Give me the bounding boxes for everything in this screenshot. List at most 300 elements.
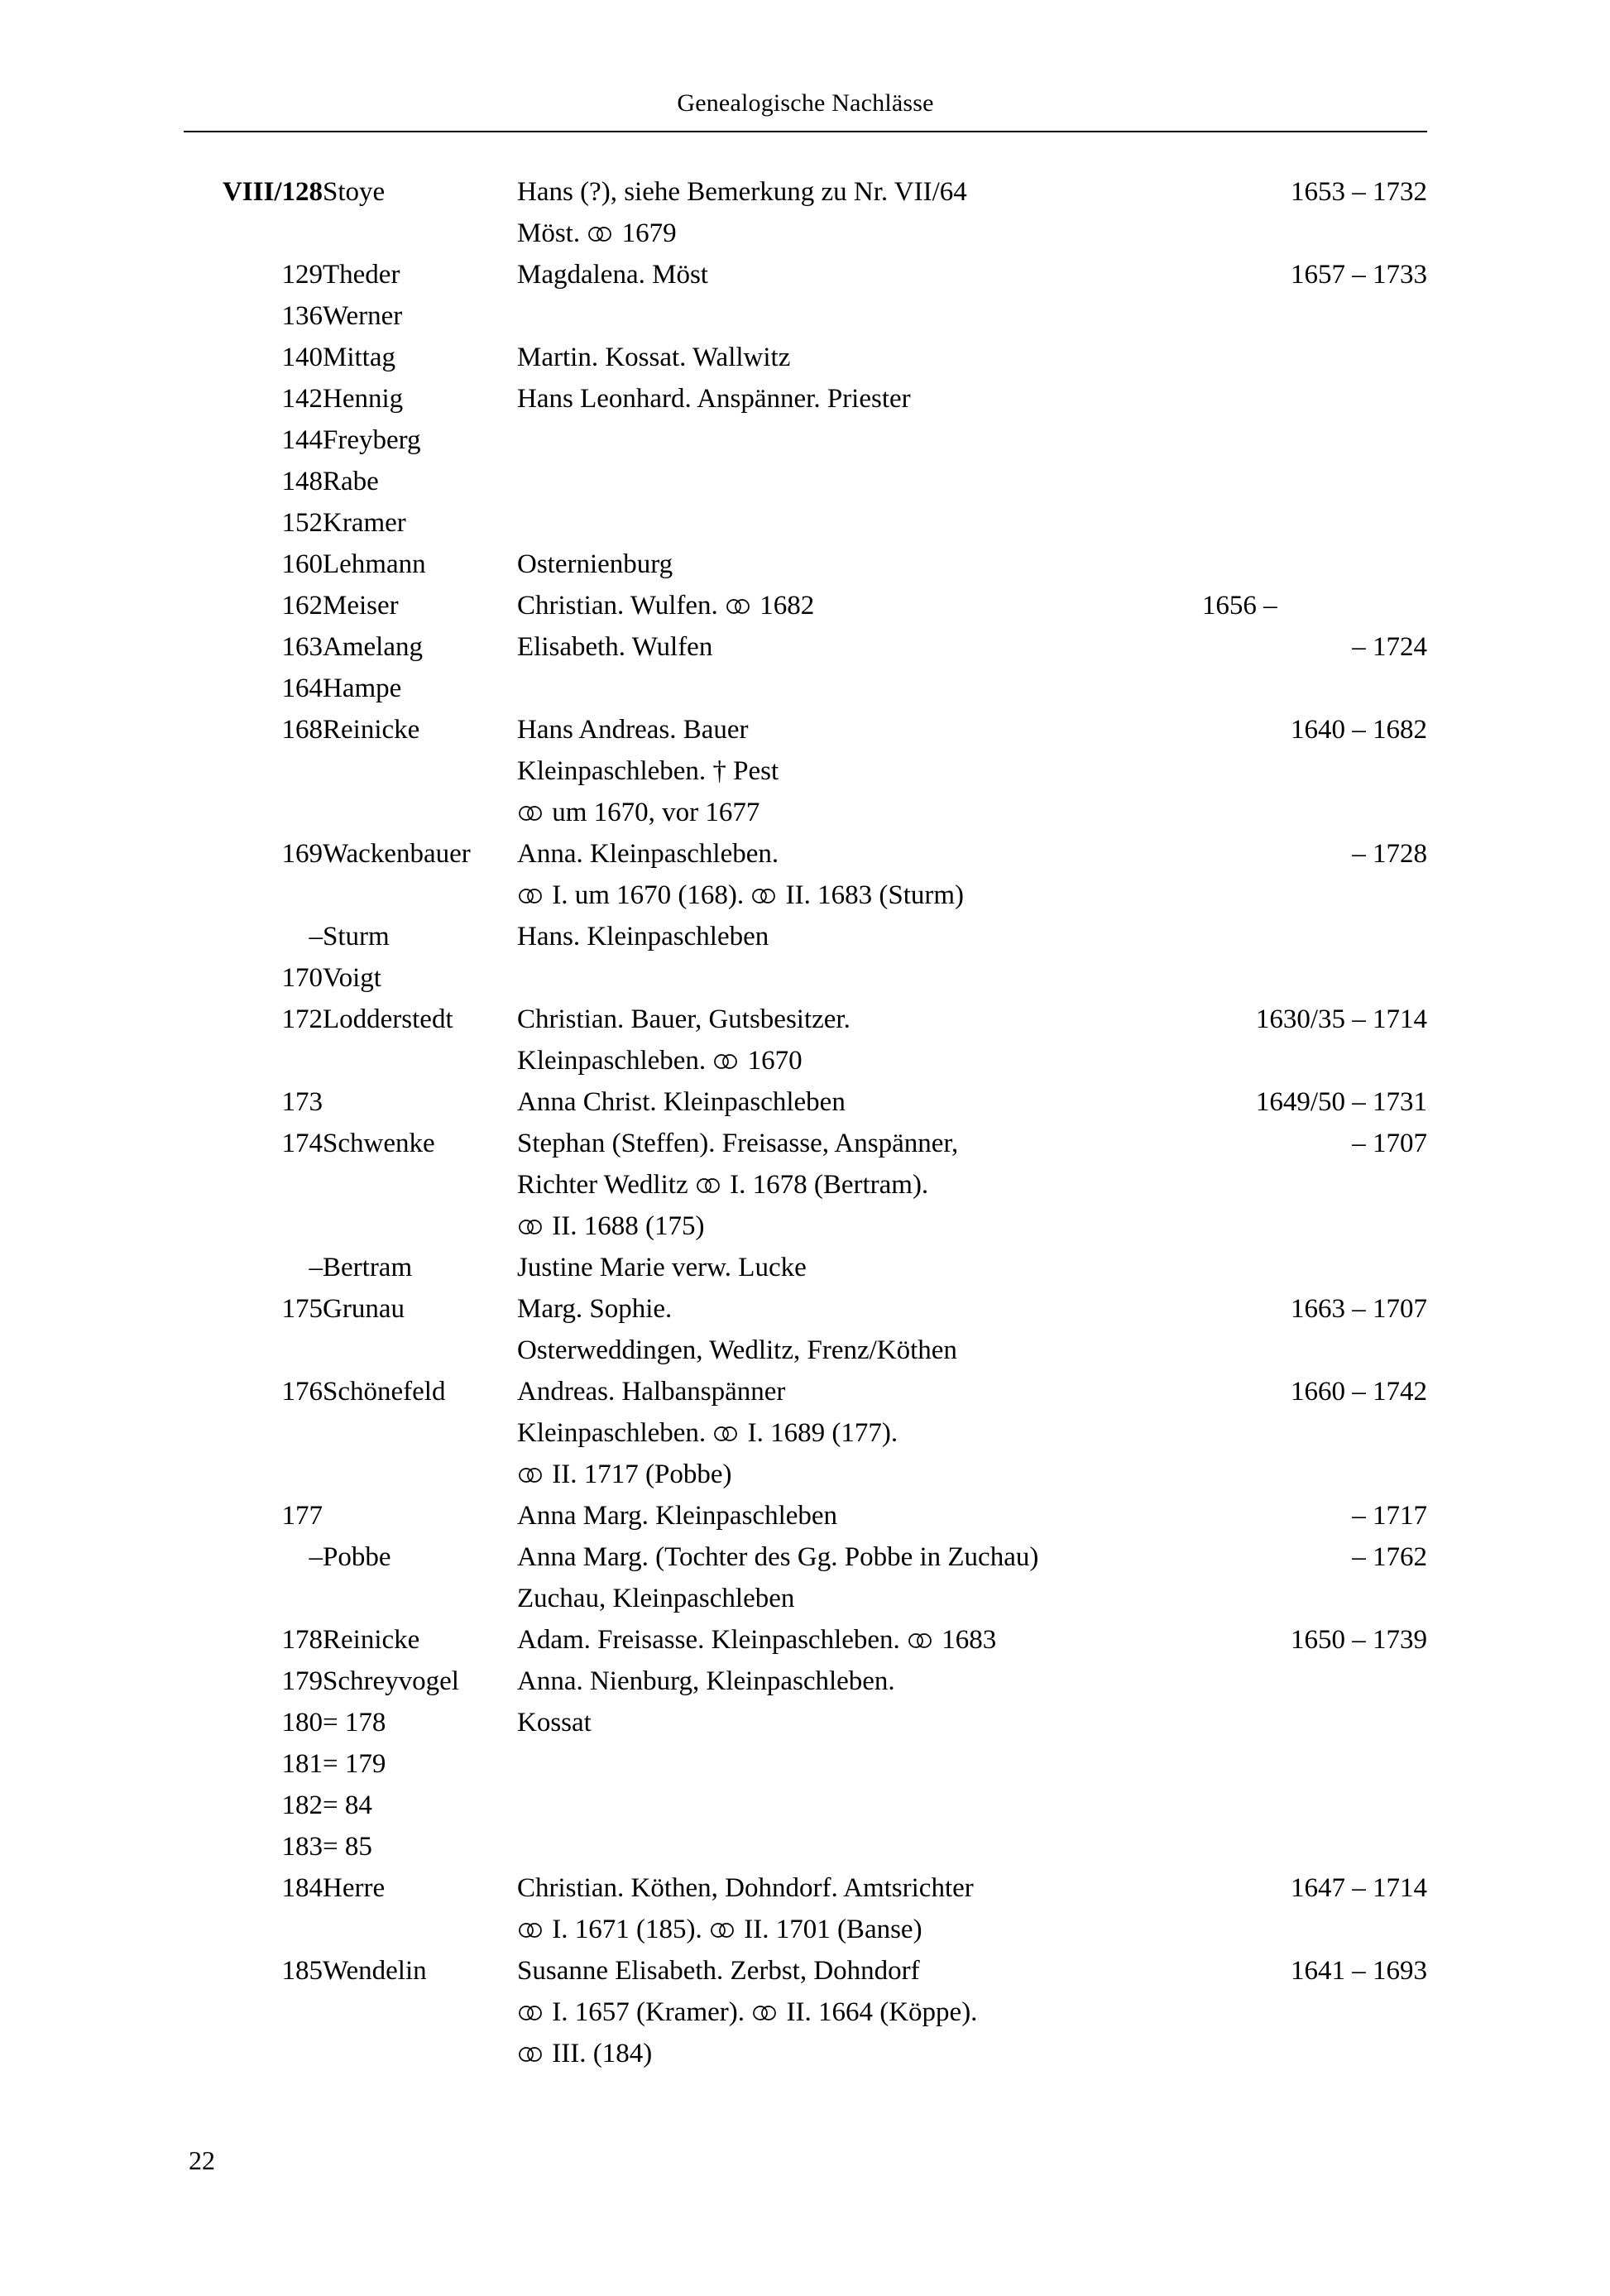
entry-number <box>184 1578 323 1619</box>
entry-description-text <box>517 750 889 792</box>
entry-description-text <box>517 1164 928 1206</box>
entry-number <box>184 1619 323 1661</box>
entry-text: 1679 <box>615 218 677 248</box>
entry-surname <box>323 875 517 916</box>
entry-dates <box>1202 295 1427 337</box>
entry-text: Anna Christ. Kleinpaschleben <box>517 1087 846 1117</box>
entry-number <box>184 1785 323 1826</box>
entry-description <box>517 1702 1202 1743</box>
entry-surname: Wendelin <box>323 1956 427 1986</box>
table-row <box>184 1785 1427 1826</box>
entry-surname <box>323 2033 517 2074</box>
entry-number <box>184 1412 323 1454</box>
entry-number <box>184 709 323 750</box>
entry-number <box>184 668 323 709</box>
entry-text: Christian. Bauer, Gutsbesitzer. <box>517 1004 851 1034</box>
entry-dates <box>1202 1743 1427 1785</box>
entry-dates <box>1202 1330 1427 1371</box>
entry-description <box>517 1081 1202 1123</box>
entry-description-text <box>517 1578 889 1619</box>
entry-description-text <box>517 999 889 1040</box>
entry-dates <box>1202 1992 1427 2033</box>
table-row <box>184 999 1427 1040</box>
entry-text: Andreas. Halbanspänner <box>517 1377 786 1407</box>
marriage-symbol-icon <box>713 1425 738 1443</box>
entry-dates <box>1202 750 1427 792</box>
entry-number-value: 173 <box>281 1087 323 1117</box>
entry-description-text <box>517 171 967 213</box>
entry-description <box>517 833 1202 875</box>
entry-text: Zuchau, Kleinpaschleben <box>517 1584 795 1613</box>
table-row <box>184 916 1427 957</box>
entry-text: II. 1701 (Banse) <box>736 1915 922 1944</box>
entry-dates: 1640 – 1682 <box>1291 715 1427 745</box>
entry-surname: Pobbe <box>323 1542 391 1572</box>
table-row <box>184 1371 1427 1412</box>
entry-dates: 1663 – 1707 <box>1291 1294 1427 1324</box>
entry-dates <box>1202 668 1427 709</box>
entry-description <box>517 378 1202 419</box>
entry-text: Anna Marg. Kleinpaschleben <box>517 1501 838 1531</box>
entry-dates <box>1202 1164 1427 1206</box>
table-row <box>184 626 1427 668</box>
entry-description <box>517 750 1202 792</box>
entry-dates <box>1202 1454 1427 1495</box>
table-row-continuation <box>184 1040 1427 1081</box>
entry-dates <box>1202 957 1427 999</box>
entry-text: Susanne Elisabeth. Zerbst, Dohndorf <box>517 1956 920 1986</box>
entry-number-value: 176 <box>281 1377 323 1407</box>
entry-description-text <box>517 1950 920 1992</box>
entry-number-value: 160 <box>281 549 323 579</box>
entry-number-value: 174 <box>281 1129 323 1158</box>
marriage-symbol-icon <box>587 225 612 243</box>
entry-number <box>184 1040 323 1081</box>
entry-number-value: 136 <box>281 301 323 331</box>
entry-number <box>184 1661 323 1702</box>
entry-description <box>517 1330 1202 1371</box>
entry-number <box>184 1536 323 1578</box>
table-row <box>184 1619 1427 1661</box>
entry-surname: = 179 <box>323 1749 386 1779</box>
entry-surname <box>323 1206 517 1247</box>
entry-description-text <box>517 1288 889 1330</box>
table-row-continuation <box>184 1454 1427 1495</box>
entry-number-value: 168 <box>281 715 323 745</box>
entry-dates: 1653 – 1732 <box>1291 177 1427 207</box>
entry-number-value: 142 <box>281 384 323 414</box>
entry-number <box>184 1950 323 1992</box>
entry-number <box>184 1371 323 1412</box>
entry-description <box>517 1661 1202 1702</box>
entry-number <box>184 1330 323 1371</box>
entry-number <box>184 295 323 337</box>
entry-text: Hans (?), siehe Bemerkung zu Nr. VII/64 <box>517 177 967 207</box>
entry-description <box>517 1164 1202 1206</box>
entry-number <box>184 957 323 999</box>
marriage-symbol-icon <box>518 2004 543 2022</box>
table-row <box>184 1081 1427 1123</box>
entry-surname: Lodderstedt <box>323 1004 453 1034</box>
entry-surname: Voigt <box>323 963 381 993</box>
entry-text: Anna. Nienburg, Kleinpaschleben. <box>517 1666 895 1696</box>
entry-description-text <box>517 1412 898 1454</box>
entry-surname: Stoye <box>323 177 386 207</box>
entry-surname <box>323 1992 517 2033</box>
entry-surname: Mittag <box>323 343 395 372</box>
entry-description-text <box>517 1702 889 1743</box>
marriage-symbol-icon <box>518 804 543 822</box>
entry-dates: – 1728 <box>1352 839 1427 869</box>
entry-number-value: 179 <box>281 1666 323 1696</box>
entry-description-text <box>517 1081 889 1123</box>
entry-text: Adam. Freisasse. Kleinpaschleben. <box>517 1625 908 1655</box>
entry-surname <box>323 1909 517 1950</box>
entry-dates: 1660 – 1742 <box>1291 1377 1427 1407</box>
entry-surname <box>323 1040 517 1081</box>
table-row <box>184 1288 1427 1330</box>
entry-number-value: – <box>309 1542 323 1572</box>
entry-number <box>184 1288 323 1330</box>
entry-description <box>517 544 1202 585</box>
table-row <box>184 544 1427 585</box>
entry-dates <box>1202 461 1427 502</box>
entry-text: I. 1689 (177). <box>740 1418 898 1448</box>
entry-text: Kleinpaschleben. <box>517 1046 713 1076</box>
entry-description <box>517 1454 1202 1495</box>
entry-description-text <box>517 2033 889 2074</box>
entry-text: 1682 <box>753 591 815 621</box>
entry-dates: – 1724 <box>1352 632 1427 662</box>
entry-surname: Werner <box>323 301 403 331</box>
entry-description-text <box>517 1330 957 1371</box>
table-row <box>184 585 1427 626</box>
entry-surname <box>323 1495 517 1536</box>
entry-number <box>184 750 323 792</box>
entry-number <box>184 1495 323 1536</box>
table-row <box>184 833 1427 875</box>
entry-surname: = 84 <box>323 1790 372 1820</box>
entry-surname: Rabe <box>323 467 379 496</box>
entry-dates <box>1202 875 1427 916</box>
entry-number <box>184 1206 323 1247</box>
entry-number <box>184 1826 323 1867</box>
entry-description <box>517 1950 1202 1992</box>
entry-surname <box>323 1164 517 1206</box>
table-row <box>184 1826 1427 1867</box>
entry-number <box>184 626 323 668</box>
entry-number <box>184 1743 323 1785</box>
marriage-symbol-icon <box>710 1921 735 1939</box>
entry-dates <box>1202 1909 1427 1950</box>
entry-description <box>517 213 1202 254</box>
entry-surname: = 178 <box>323 1708 386 1738</box>
entry-surname: Freyberg <box>323 425 421 455</box>
table-row <box>184 502 1427 544</box>
entry-dates <box>1202 337 1427 378</box>
entry-text: Osternienburg <box>517 549 673 579</box>
entry-text: Christian. Köthen, Dohndorf. Amtsrichter <box>517 1873 974 1903</box>
entry-dates <box>1202 1247 1427 1288</box>
entry-description <box>517 1785 1202 1826</box>
marriage-symbol-icon <box>518 2045 543 2064</box>
entry-text: 1670 <box>740 1046 803 1076</box>
entry-surname: Bertram <box>323 1253 413 1282</box>
entry-text: 1683 <box>935 1625 997 1655</box>
entry-description-text <box>517 1536 1038 1578</box>
entry-description-text <box>517 1371 889 1412</box>
entry-description-text <box>517 792 889 833</box>
entry-surname: Kramer <box>323 508 406 538</box>
marriage-symbol-icon <box>518 887 543 905</box>
entry-description <box>517 1206 1202 1247</box>
page-number: 22 <box>189 2145 215 2175</box>
marriage-symbol-icon <box>908 1632 932 1650</box>
entry-description <box>517 875 1202 916</box>
table-row <box>184 1950 1427 1992</box>
entry-number-value: 175 <box>281 1294 323 1324</box>
entry-surname: Theder <box>323 260 400 290</box>
entry-surname: Meiser <box>323 591 399 621</box>
entry-number-value: 177 <box>281 1501 323 1531</box>
entry-dates <box>1202 1578 1427 1619</box>
entry-description <box>517 792 1202 833</box>
entry-number-value: 181 <box>281 1749 323 1779</box>
marriage-symbol-icon <box>751 887 776 905</box>
entry-text: Marg. Sophie. <box>517 1294 673 1324</box>
entry-number <box>184 1081 323 1123</box>
entry-surname: Schreyvogel <box>323 1666 459 1696</box>
table-row-continuation <box>184 792 1427 833</box>
entry-description-text <box>517 1454 889 1495</box>
entry-text: Stephan (Steffen). Freisasse, Anspänner, <box>517 1129 959 1158</box>
entry-number <box>184 1992 323 2033</box>
entry-dates: 1650 – 1739 <box>1291 1625 1427 1655</box>
entry-description <box>517 171 1202 213</box>
entry-description-text <box>517 1040 889 1081</box>
entry-number-value: VIII/128 <box>222 177 323 207</box>
entry-dates <box>1202 213 1427 254</box>
entry-text: Anna. Kleinpaschleben. <box>517 839 779 869</box>
entry-description <box>517 502 1202 544</box>
entry-number <box>184 916 323 957</box>
entry-dates <box>1202 1702 1427 1743</box>
header-rule <box>184 131 1427 132</box>
entry-surname: = 85 <box>323 1832 372 1862</box>
table-row-continuation <box>184 1206 1427 1247</box>
entry-number-value: 169 <box>281 839 323 869</box>
entry-description-text <box>517 378 911 419</box>
entry-description-text <box>517 875 964 916</box>
entry-number <box>184 419 323 461</box>
table-row-continuation <box>184 1578 1427 1619</box>
entry-dates <box>1202 2033 1427 2074</box>
entry-surname <box>323 1412 517 1454</box>
entry-description <box>517 585 1202 626</box>
entry-description-text <box>517 1123 958 1164</box>
entry-dates: – 1707 <box>1352 1129 1427 1158</box>
entry-number-value: 129 <box>281 260 323 290</box>
entry-dates <box>1202 1826 1427 1867</box>
entry-dates <box>1202 378 1427 419</box>
table-row <box>184 1247 1427 1288</box>
entry-dates <box>1202 1040 1427 1081</box>
entry-number-value: 172 <box>281 1004 323 1034</box>
table-row <box>184 1702 1427 1743</box>
entry-description <box>517 999 1202 1040</box>
entry-number <box>184 1909 323 1950</box>
marriage-symbol-icon <box>713 1052 738 1071</box>
entry-text: Magdalena. Möst <box>517 260 708 290</box>
entry-number <box>184 171 323 213</box>
entry-description-text <box>517 709 889 750</box>
entry-number-value: 184 <box>281 1873 323 1903</box>
entry-text: Hans. Kleinpaschleben <box>517 922 769 951</box>
entry-text: I. 1678 (Bertram). <box>722 1170 929 1200</box>
entry-description-text <box>517 1661 895 1702</box>
table-row <box>184 1867 1427 1909</box>
entry-description <box>517 709 1202 750</box>
entry-dates: 1649/50 – 1731 <box>1255 1087 1427 1117</box>
running-head: Genealogische Nachlässe <box>677 89 934 117</box>
entry-text: Martin. Kossat. Wallwitz <box>517 343 791 372</box>
table-row-continuation <box>184 1909 1427 1950</box>
entry-number <box>184 875 323 916</box>
entry-number <box>184 337 323 378</box>
entry-number-value: 185 <box>281 1956 323 1986</box>
entry-text: Elisabeth. Wulfen <box>517 632 713 662</box>
entry-number <box>184 833 323 875</box>
table-row-continuation <box>184 1412 1427 1454</box>
entry-surname <box>323 1454 517 1495</box>
entry-text: I. 1657 (Kramer). <box>545 1997 752 2027</box>
entry-surname: Hampe <box>323 673 402 703</box>
entry-surname: Wackenbauer <box>323 839 471 869</box>
entry-text: Anna Marg. (Tochter des Gg. Pobbe in Zuchau) <box>517 1542 1039 1572</box>
entry-dates <box>1202 1412 1427 1454</box>
marriage-symbol-icon <box>696 1177 721 1195</box>
table-row <box>184 171 1427 213</box>
entry-dates <box>1202 419 1427 461</box>
table-row <box>184 1743 1427 1785</box>
entry-description <box>517 1495 1202 1536</box>
entry-text: I. um 1670 (168). <box>545 880 751 910</box>
entry-description-text <box>517 254 889 295</box>
entry-number-value: 148 <box>281 467 323 496</box>
table-row <box>184 1536 1427 1578</box>
entry-text: um 1670, vor 1677 <box>545 798 760 827</box>
entry-description <box>517 337 1202 378</box>
entry-number <box>184 1867 323 1909</box>
entry-number <box>184 1702 323 1743</box>
table-row-continuation <box>184 1164 1427 1206</box>
entry-number-value: 162 <box>281 591 323 621</box>
entry-dates: – 1717 <box>1352 1501 1427 1531</box>
entry-number <box>184 1164 323 1206</box>
entry-number <box>184 461 323 502</box>
marriage-symbol-icon <box>518 1921 543 1939</box>
entry-text: II. 1688 (175) <box>545 1211 705 1241</box>
entry-description <box>517 1536 1202 1578</box>
entry-number <box>184 1454 323 1495</box>
table-row <box>184 378 1427 419</box>
entry-number-value: 140 <box>281 343 323 372</box>
table-row <box>184 1661 1427 1702</box>
table-row-continuation <box>184 213 1427 254</box>
entry-number <box>184 1123 323 1164</box>
entry-description-text <box>517 626 889 668</box>
entry-dates <box>1202 792 1427 833</box>
entry-number <box>184 999 323 1040</box>
entry-surname: Hennig <box>323 384 404 414</box>
entry-number <box>184 254 323 295</box>
table-row <box>184 709 1427 750</box>
entry-number <box>184 544 323 585</box>
entry-description <box>517 1123 1202 1164</box>
entry-number <box>184 378 323 419</box>
entry-text: Möst. <box>517 218 587 248</box>
entry-text: Kleinpaschleben. † Pest <box>517 756 779 786</box>
entry-surname <box>323 792 517 833</box>
entry-number-value: 170 <box>281 963 323 993</box>
table-row <box>184 419 1427 461</box>
entry-dates: 1630/35 – 1714 <box>1255 1004 1427 1034</box>
marriage-symbol-icon <box>518 1466 543 1484</box>
entry-surname <box>323 1578 517 1619</box>
entry-description-text <box>517 544 889 585</box>
entry-surname: Grunau <box>323 1294 405 1324</box>
entry-description <box>517 295 1202 337</box>
entry-number-value: 152 <box>281 508 323 538</box>
entry-description <box>517 1867 1202 1909</box>
entry-dates <box>1202 544 1427 585</box>
entry-description <box>517 1619 1202 1661</box>
entry-number-value: 178 <box>281 1625 323 1655</box>
entry-number <box>184 792 323 833</box>
entry-description-text <box>517 213 889 254</box>
entry-number-value: – <box>309 922 323 951</box>
entry-description <box>517 1371 1202 1412</box>
entry-dates: 1641 – 1693 <box>1291 1956 1427 1986</box>
entry-description <box>517 254 1202 295</box>
entry-surname <box>323 750 517 792</box>
entry-dates <box>1202 1661 1427 1702</box>
entry-text: Hans Andreas. Bauer <box>517 715 749 745</box>
entry-number-value: 163 <box>281 632 323 662</box>
entry-surname: Reinicke <box>323 715 420 745</box>
entry-description-text <box>517 1619 996 1661</box>
entry-description <box>517 1743 1202 1785</box>
table-row <box>184 1495 1427 1536</box>
entry-text: II. 1664 (Köppe). <box>779 1997 978 2027</box>
entry-dates: 1647 – 1714 <box>1291 1873 1427 1903</box>
entry-description <box>517 626 1202 668</box>
entry-surname <box>323 213 517 254</box>
entry-number <box>184 585 323 626</box>
entry-description <box>517 461 1202 502</box>
entry-number-value: 164 <box>281 673 323 703</box>
entry-number <box>184 1247 323 1288</box>
entry-surname <box>323 1081 517 1123</box>
entry-description <box>517 1992 1202 2033</box>
entry-text: Kleinpaschleben. <box>517 1418 713 1448</box>
entry-text: Hans Leonhard. Anspänner. Priester <box>517 384 911 414</box>
table-row-continuation <box>184 1330 1427 1371</box>
entry-description <box>517 1826 1202 1867</box>
entry-description-text <box>517 585 889 626</box>
genealogy-entries-table <box>184 171 1427 2074</box>
entry-description <box>517 2033 1202 2074</box>
